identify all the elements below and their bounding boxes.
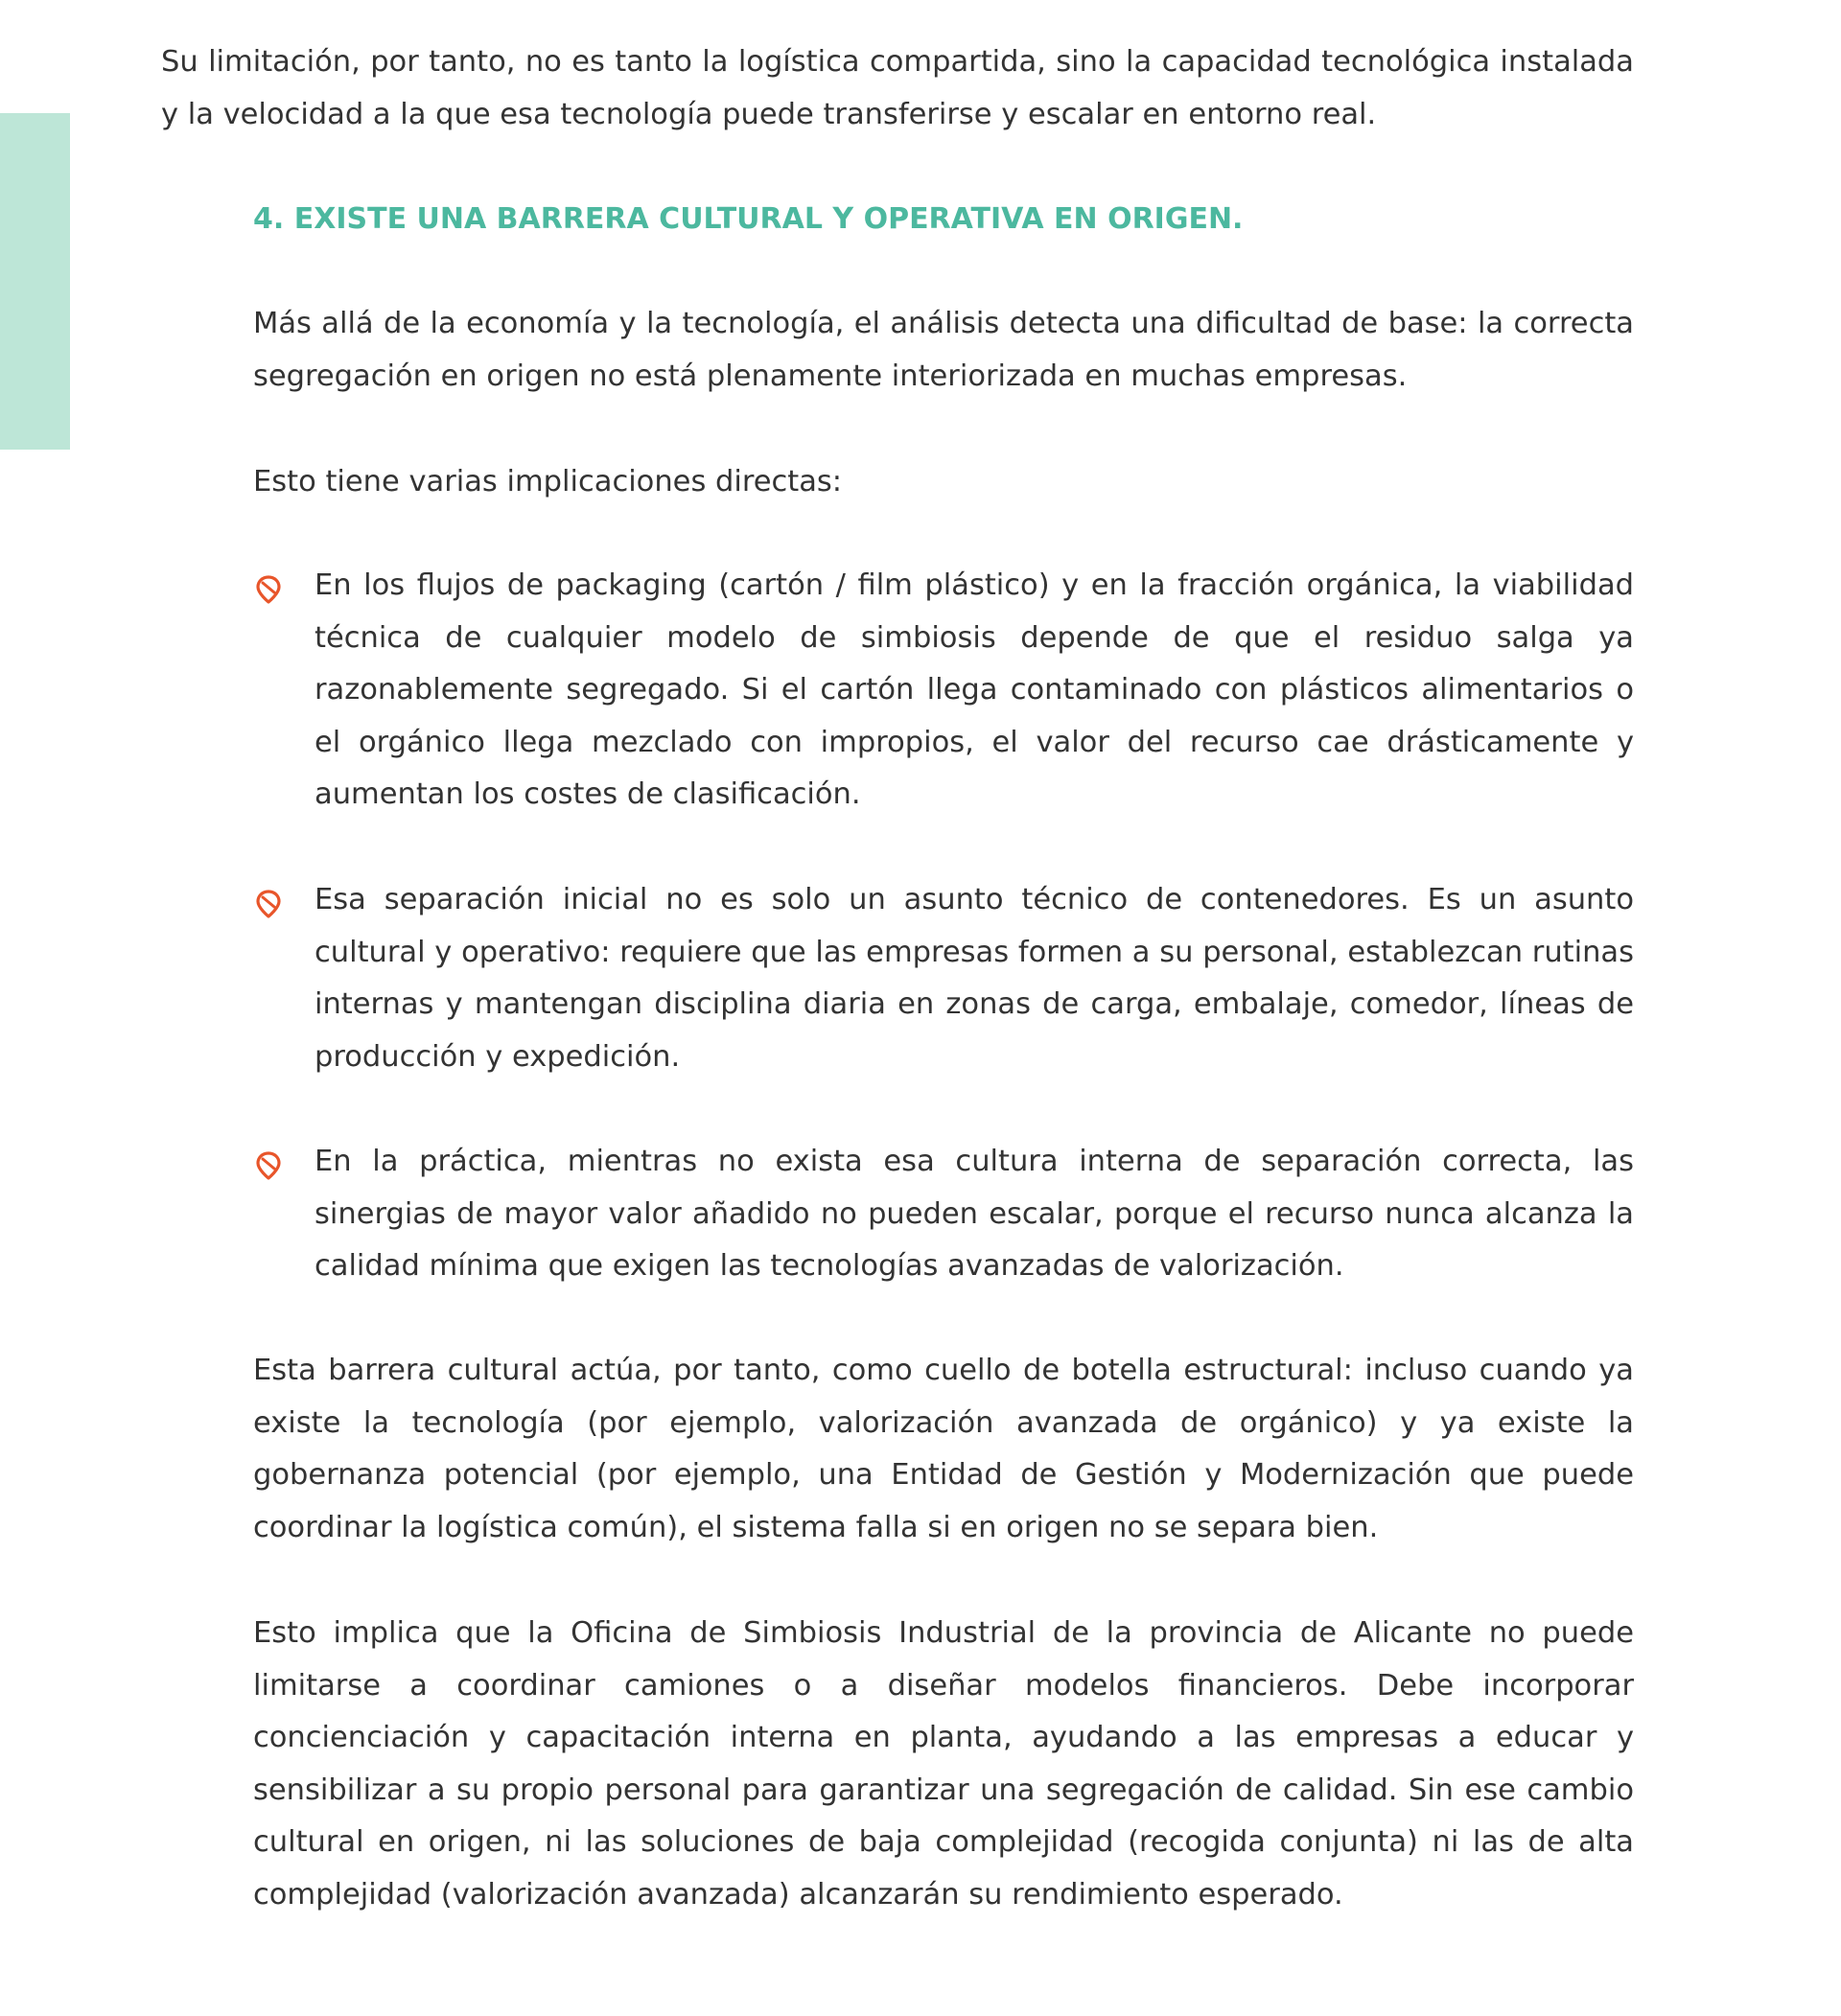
location-pin-icon [253, 1150, 284, 1181]
section-heading: 4. EXISTE UNA BARRERA CULTURAL Y OPERATIVA EN ORIGEN. [253, 202, 1244, 236]
location-pin-icon [253, 574, 284, 605]
paragraph-4: Esto implica que la Oficina de Simbiosis Industrial de la provincia de Alicante no puede limitarse a coordinar camiones o a diseñar modelos financieros. Debe incorporar concienciación y capacitación interna en planta, ayudando a las empresas a educar y sensibilizar a su propio personal para garantizar una segregación de calidad. Sin ese cambio cultural en origen, ni las soluciones de baja complejidad (recogida conjunta) ni las de alta complejidad (valorización avanzada) alcanzarán su rendimiento esperado. [253, 1616, 1634, 1912]
paragraph-3: Esta barrera cultural actúa, por tanto, como cuello de botella estructural: incluso cuando ya existe la tecnología (por ejemplo, valorización avanzada de orgánico) y ya existe la gobernanza potencial (por ejemplo, una Entidad de Gestión y Modernización que puede coordinar la logística común), el sistema falla si en origen no se separa bien. [253, 1354, 1634, 1544]
bullet-text-1: En los flujos de packaging (cartón / film plástico) y en la fracción orgánica, la viabilidad técnica de cualquier modelo de simbiosis depende de que el residuo salga ya razonablemente segregado. Si el cartón llega contaminado con plásticos alimentarios o el orgánico llega mezclado con impropios, el valor del recurso cae drásticamente y aumentan los costes de clasificación. [315, 568, 1634, 811]
location-pin-icon [253, 889, 284, 919]
bullet-text-2: Esa separación inicial no es solo un asunto técnico de contenedores. Es un asunto cultural y operativo: requiere que las empresas formen a su personal, establezcan rutinas internas y mantengan disciplina diaria en zonas de carga, embalaje, comedor, líneas de producción y expedición. [315, 883, 1634, 1074]
intro-paragraph: Su limitación, por tanto, no es tanto la logística compartida, sino la capacidad tecnológica instalada y la velocidad a la que esa tecnología puede transferirse y escalar en entorno real. [161, 45, 1634, 131]
paragraph-2: Esto tiene varias implicaciones directas: [253, 465, 843, 498]
bullet-text-3: En la práctica, mientras no exista esa cultura interna de separación correcta, las sinergias de mayor valor añadido no pueden escalar, porque el recurso nunca alcanza la calidad mínima que exigen las tecnologías avanzadas de valorización. [315, 1145, 1634, 1283]
paragraph-1: Más allá de la economía y la tecnología, el análisis detecta una dificultad de base: la correcta segregación en origen no está plenamente interiorizada en muchas empresas. [253, 307, 1634, 393]
side-tab-decoration [0, 113, 70, 450]
